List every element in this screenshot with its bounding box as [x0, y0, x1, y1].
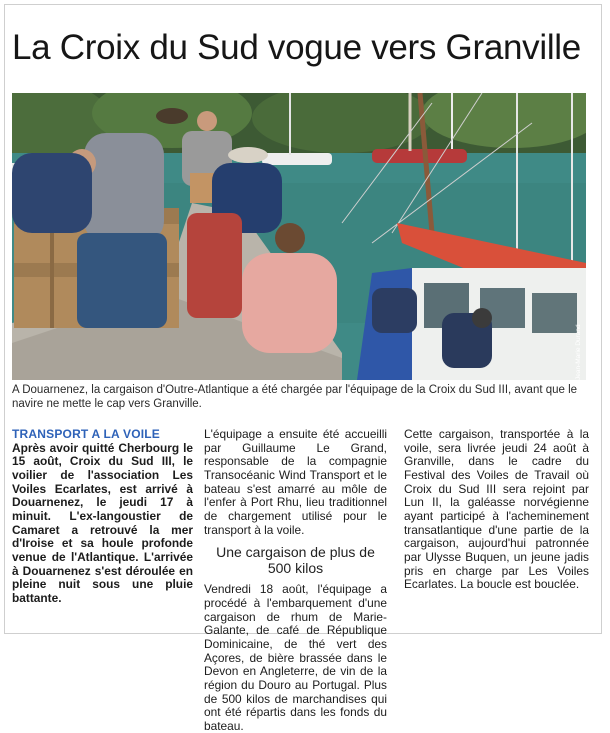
- article-column-1: [12, 428, 193, 606]
- body-paragraph-3: Cette cargaison, transportée à la voile, sera livrée jeudi 24 août à Granville, dans le cadre du Festival des Voiles de Travail où Croix du Sud III sera rejoint par Lun II, la galéasse norvégienne ayant participé à l'acheminement transatlantique d'une partie de la cargaison, aujourd'hui patronnée par Ulysse Buquen, un jeune jadis pris en charge par Les Voiles Ecarlates. La boucle est bouclée.: [404, 427, 589, 592]
- subheading: Une cargaison de plus de 500 kilos: [216, 544, 375, 577]
- harbour-loading-illustration: [12, 93, 586, 380]
- photo-caption: A Douarnenez, la cargaison d'Outre-Atlantique a été chargée par l'équipage de la Croix du Sud III, avant que le navire ne mette le cap vers Granville.: [12, 384, 578, 410]
- kicker: TRANSPORT A LA VOILE: [12, 427, 160, 441]
- article-column-3: [404, 428, 589, 592]
- article-intro: Après avoir quitté Cherbourg le 15 août, Croix du Sud III, le voilier de l'association Les Voiles Ecarlates, est arrivé à Douarnenez, le jeudi 17 à minuit. L'ex-langoustier de Camaret a retrouvé la mer d'Iroise et sa houle profonde venue de l'Atlantique. L'arrivée à Douarnenez s'est déroulée en pleine nuit sous une pluie battante.: [12, 440, 193, 605]
- photo-credit: Jean-Marie Durand: [575, 324, 582, 380]
- headline: La Croix du Sud vogue vers Granville: [12, 28, 581, 67]
- article-column-2: [204, 428, 387, 733]
- body-paragraph-1: L'équipage a ensuite été accueilli par Guillaume Le Grand, responsable de la compagnie Transocéanic Wind Transport et le bateau s'est amarré au môle de l'enfer à Port Rhu, lieu traditionnel de chargement utilisé pour le transport à la voile.: [204, 427, 387, 537]
- body-paragraph-2: Vendredi 18 août, l'équipage a procédé à l'embarquement d'une cargaison de rhum de Marie-Galante, de café de République Dominicaine, de thé vert des Açores, de bière brassée dans le Devon en Angleterre, de vin de la région du Douro au Portugal. Plus de 500 kilos de marchandises qui ont été répartis dans les fonds du bateau.: [204, 582, 387, 733]
- article-photo: [12, 93, 586, 380]
